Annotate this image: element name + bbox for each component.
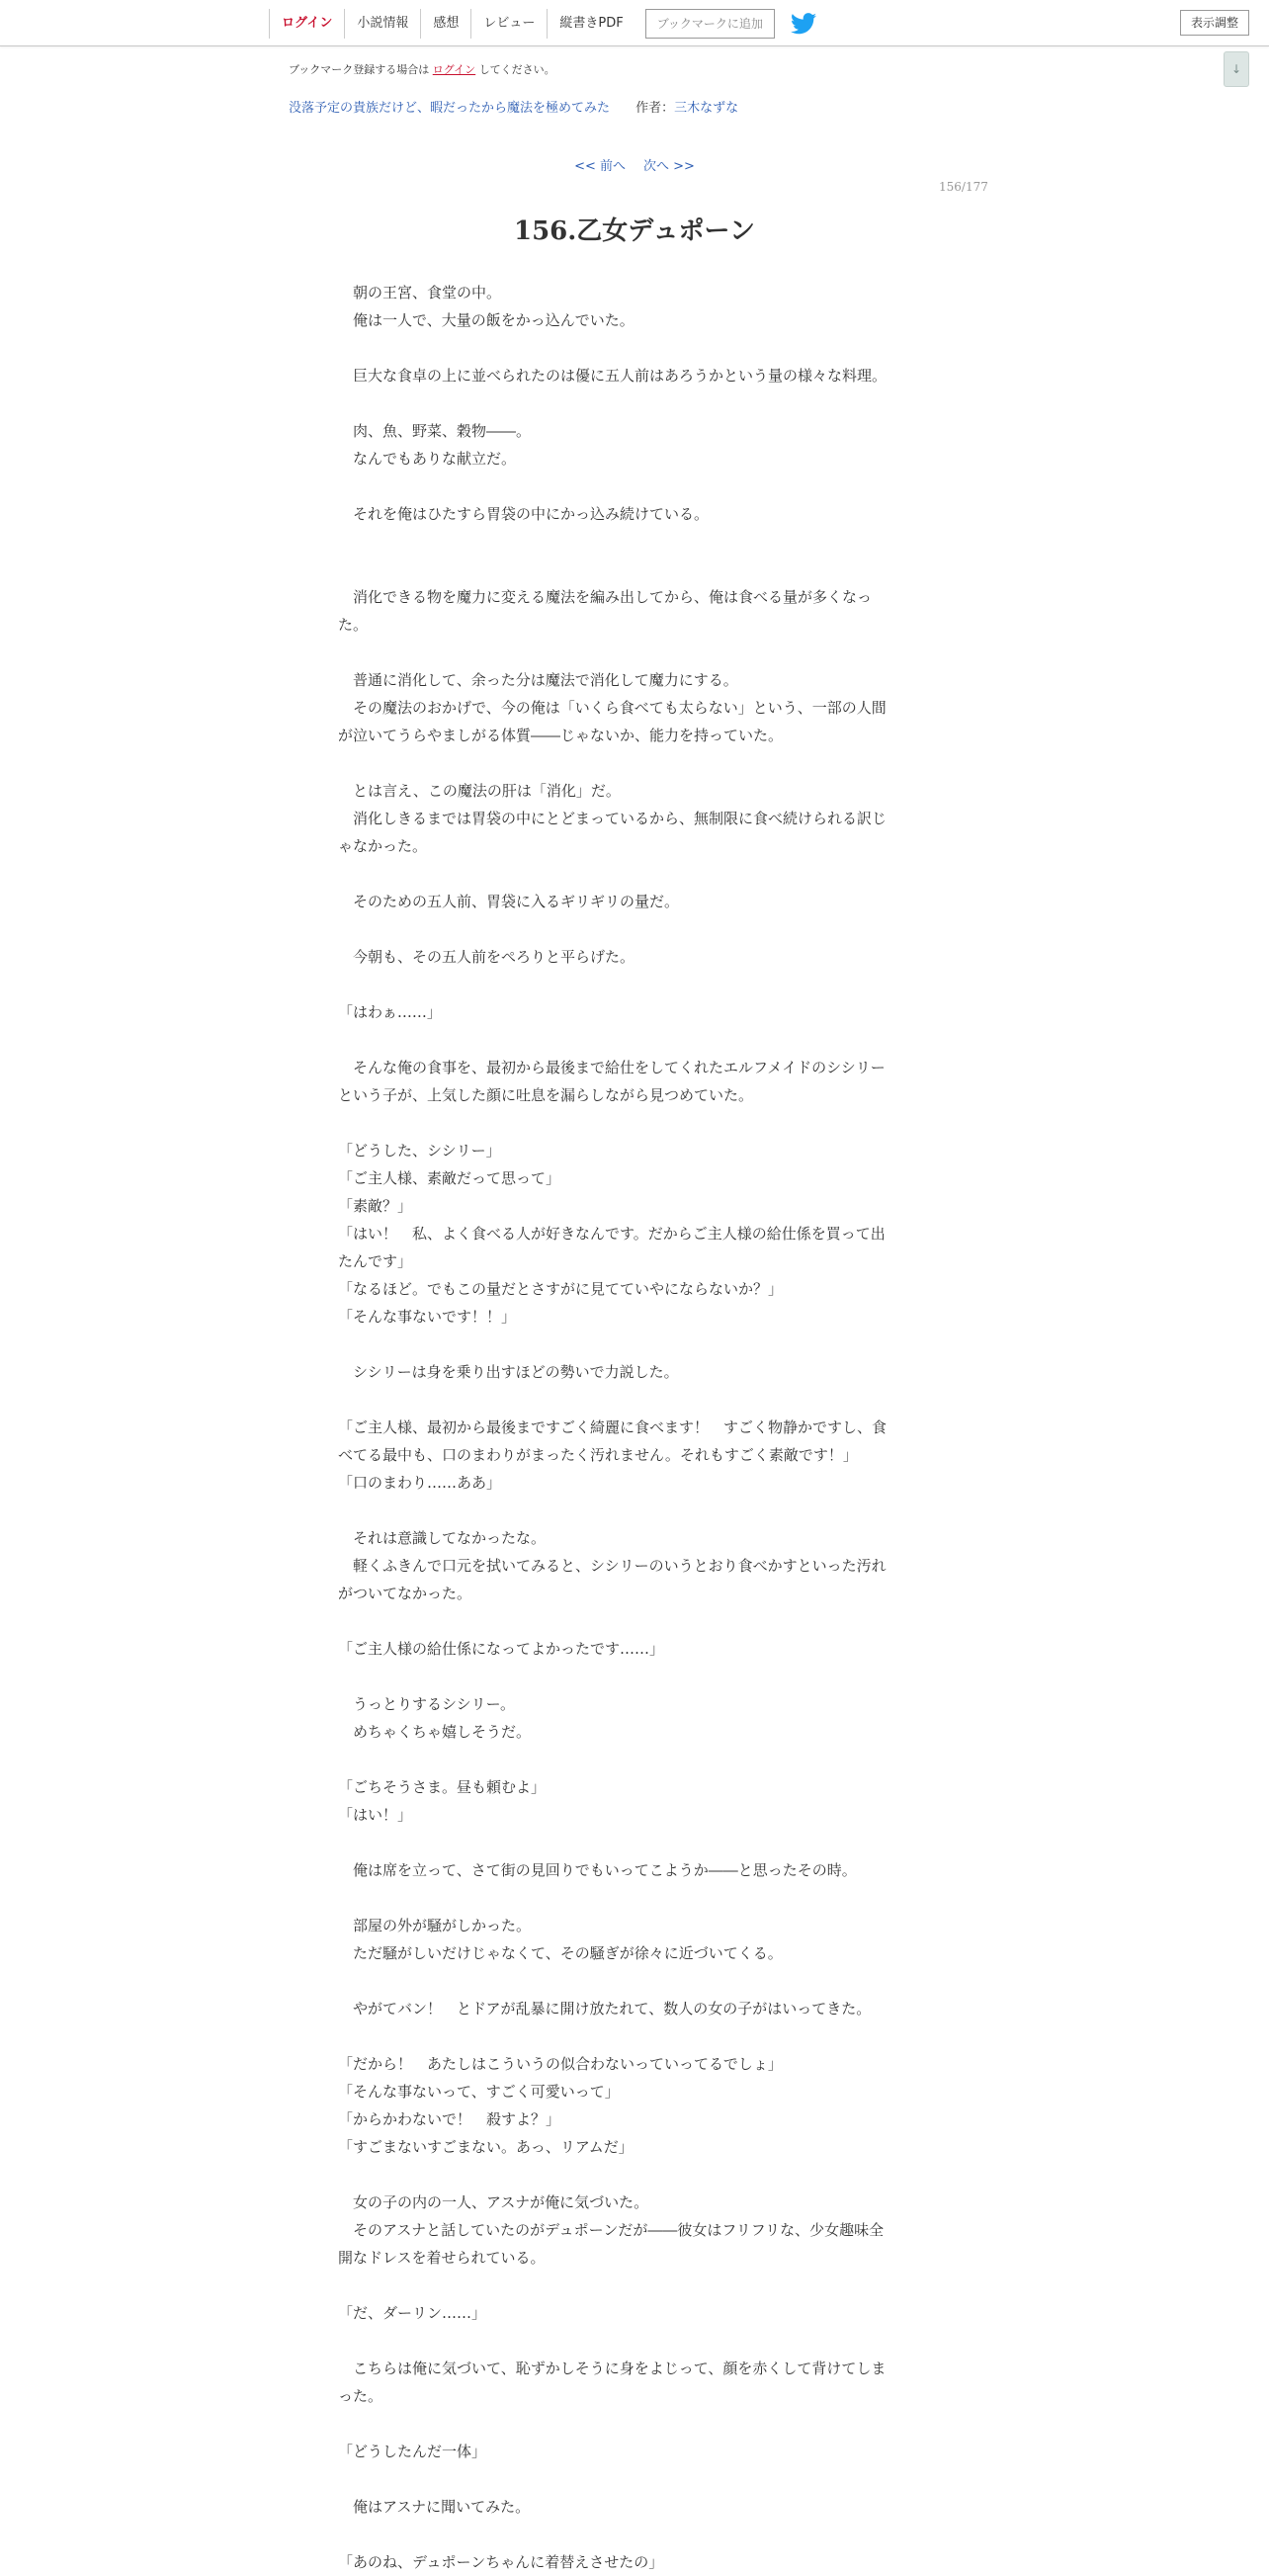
body-line: そのための五人前、胃袋に入るギリギリの量だ。 xyxy=(338,893,680,910)
body-line: 開なドレスを着せられている。 xyxy=(338,2249,546,2267)
body-line xyxy=(338,2022,931,2050)
body-line: 「あのね、デュポーンちゃんに着替えさせたの」 xyxy=(338,2553,664,2571)
body-line: 消化しきるまでは胃袋の中にとどまっているから、無制限に食べ続けられる訳じ xyxy=(338,810,888,827)
body-line: 「だ、ダーリン……」 xyxy=(338,2304,487,2322)
body-line: った。 xyxy=(338,2387,383,2405)
body-line: という子が、上気した顔に吐息を漏らしながら見つめていた。 xyxy=(338,1086,754,1104)
author-label: 作者： xyxy=(635,101,675,116)
body-line: こちらは俺に気づいて、恥ずかしそうに身をよじって、顔を赤くして背けてしま xyxy=(338,2360,887,2377)
body-line xyxy=(338,334,931,362)
chapter-count: 156/177 xyxy=(939,180,988,194)
body-line: そのアスナと話していたのがデュポーンだが――彼女はフリフリな、少女趣味全 xyxy=(338,2221,885,2239)
next-chapter-link[interactable]: 次へ >> xyxy=(643,159,695,174)
body-line: そんな俺の食事を、最初から最後まで給仕をしてくれたエルフメイドのシシリー xyxy=(338,1059,886,1076)
notice-suffix: してください。 xyxy=(478,63,555,76)
body-line: 俺は席を立って、さて街の見回りでもいってこようか――と思ったその時。 xyxy=(338,1861,857,1879)
nav-vertical-pdf-link[interactable]: 縦書きPDF xyxy=(547,9,634,39)
twitter-icon[interactable] xyxy=(791,13,816,35)
body-line: 「口のまわり……ああ」 xyxy=(338,1474,502,1492)
body-line xyxy=(338,915,931,943)
body-line: 「そんな事ないって、すごく可愛いって」 xyxy=(338,2083,620,2101)
body-line: ただ騒がしいだけじゃなくて、その騒ぎが徐々に近づいてくる。 xyxy=(338,1944,783,1962)
body-line: とは言え、この魔法の肝は「消化」だ。 xyxy=(338,782,621,800)
body-line xyxy=(338,1386,931,1414)
body-line: 軽くふきんで口元を拭いてみると、シシリーのいうとおり食べかすといった汚れ xyxy=(338,1557,887,1575)
body-line: 巨大な食卓の上に並べられたのは優に五人前はあろうかという量の様々な料理。 xyxy=(338,367,888,385)
body-line xyxy=(338,389,931,417)
body-line xyxy=(338,1663,931,1690)
body-line: べてる最中も、口のまわりがまったく汚れません。それもすごく素敵です！」 xyxy=(338,1446,858,1464)
body-line: 「はわぁ……」 xyxy=(338,1003,442,1021)
body-line: 「はい！ 私、よく食べる人が好きなんです。だからご主人様の給仕係を買って出 xyxy=(338,1225,886,1243)
body-line: 俺はアスナに聞いてみた。 xyxy=(338,2498,531,2516)
chapter-pager xyxy=(0,155,1269,174)
body-line: 「ご主人様の給仕係になってよかったです……」 xyxy=(338,1640,665,1658)
top-nav xyxy=(269,9,816,39)
body-line: それを俺はひたすら胃袋の中にかっ込み続けている。 xyxy=(338,505,710,523)
body-line: シシリーは身を乗り出すほどの勢いで力説した。 xyxy=(338,1363,679,1381)
body-line: 朝の王宮、食堂の中。 xyxy=(338,284,502,301)
body-line xyxy=(338,2465,931,2493)
body-line: 「ご主人様、素敵だって思って」 xyxy=(338,1169,561,1187)
body-line: 「ご主人様、最初から最後まですごく綺麗に食べます！ すごく物静かですし、食 xyxy=(338,1418,888,1436)
body-line xyxy=(338,1607,931,1635)
body-line: 今朝も、その五人前をぺろりと平らげた。 xyxy=(338,948,635,966)
body-line: 消化できる物を魔力に変える魔法を編み出してから、俺は食べる量が多くなっ xyxy=(338,588,873,606)
body-line: それは意識してなかったな。 xyxy=(338,1529,547,1547)
body-line xyxy=(338,472,931,500)
body-line: なんでもありな献立だ。 xyxy=(338,450,517,468)
body-line xyxy=(338,1967,931,1995)
body-line: 普通に消化して、余った分は魔法で消化して魔力にする。 xyxy=(338,671,738,689)
nav-login-link[interactable]: ログイン xyxy=(269,9,344,39)
body-line xyxy=(338,1746,931,1773)
body-line xyxy=(338,528,931,556)
top-header xyxy=(0,0,1269,46)
body-line: たんです」 xyxy=(338,1252,413,1270)
body-line: 「どうしたんだ一体」 xyxy=(338,2443,487,2460)
body-line xyxy=(338,556,931,583)
body-line: が泣いてうらやましがる体質――じゃないか、能力を持っていた。 xyxy=(338,727,784,744)
body-line: 「ごちそうさま。昼も頼むよ」 xyxy=(338,1778,547,1796)
body-line: その魔法のおかげで、今の俺は「いくら食べても太らない」という、一部の人間 xyxy=(338,699,887,717)
body-line xyxy=(338,2327,931,2355)
body-line: 「すごまないすごまない。あっ、リアムだ」 xyxy=(338,2138,634,2156)
body-line: た。 xyxy=(338,616,369,634)
nav-review-link[interactable]: レビュー xyxy=(470,9,547,39)
body-line: うっとりするシシリー。 xyxy=(338,1695,516,1713)
body-line: 「素敵？」 xyxy=(338,1197,413,1215)
body-line xyxy=(338,971,931,998)
body-line xyxy=(338,1497,931,1524)
body-line: ゃなかった。 xyxy=(338,837,428,855)
body-line: 肉、魚、野菜、穀物――。 xyxy=(338,422,532,440)
body-line xyxy=(338,1026,931,1054)
chapter-title: 156.乙女デュポーン xyxy=(513,216,756,246)
body-line xyxy=(338,2272,931,2299)
body-line xyxy=(338,1109,931,1137)
body-line xyxy=(338,1884,931,1912)
notice-prefix: ブックマーク登録する場合は xyxy=(289,63,430,76)
body-line: 部屋の外が騒がしかった。 xyxy=(338,1917,532,1934)
scroll-down-button[interactable]: ↓ xyxy=(1224,51,1249,87)
body-line: 「だから！ あたしはこういうの似合わないっていってるでしょ」 xyxy=(338,2055,783,2073)
body-line xyxy=(338,1331,931,1358)
add-bookmark-button[interactable]: ブックマークに追加 xyxy=(645,9,775,39)
novel-title-line xyxy=(289,97,738,116)
body-line: 俺は一人で、大量の飯をかっ込んでいた。 xyxy=(338,311,634,329)
display-settings-button[interactable]: 表示調整 xyxy=(1180,10,1249,36)
nav-impressions-link[interactable]: 感想 xyxy=(420,9,470,39)
prev-chapter-link[interactable]: << 前へ xyxy=(574,159,626,174)
body-line: 女の子の内の一人、アスナが俺に気づいた。 xyxy=(338,2193,649,2211)
body-line: めちゃくちゃ嬉しそうだ。 xyxy=(338,1723,532,1741)
body-line: やがてバン！ とドアが乱暴に開け放たれて、数人の女の子がはいってきた。 xyxy=(338,2000,872,2018)
nav-novel-info-link[interactable]: 小説情報 xyxy=(344,9,420,39)
body-line: 「どうした、シシリー」 xyxy=(338,1142,501,1159)
novel-body xyxy=(338,279,931,2576)
body-line: 「からかわないで！ 殺すよ？」 xyxy=(338,2110,561,2128)
notice-login-link[interactable]: ログイン xyxy=(432,63,476,76)
body-line: 「そんな事ないです！！」 xyxy=(338,1308,517,1326)
body-line xyxy=(338,639,931,666)
body-line xyxy=(338,2521,931,2548)
body-line: 「なるほど。でもこの量だとさすがに見てていやにならないか？」 xyxy=(338,1280,784,1298)
body-line xyxy=(338,860,931,888)
novel-title-link[interactable]: 没落予定の貴族だけど、暇だったから魔法を極めてみた xyxy=(289,101,611,116)
bookmark-notice xyxy=(289,61,555,77)
body-line xyxy=(338,1829,931,1856)
author-link[interactable]: 三木なずな xyxy=(674,101,739,116)
body-line xyxy=(338,2410,931,2438)
body-line: 「はい！」 xyxy=(338,1806,413,1824)
body-line xyxy=(338,2161,931,2189)
body-line xyxy=(338,749,931,777)
body-line: がついてなかった。 xyxy=(338,1585,472,1602)
